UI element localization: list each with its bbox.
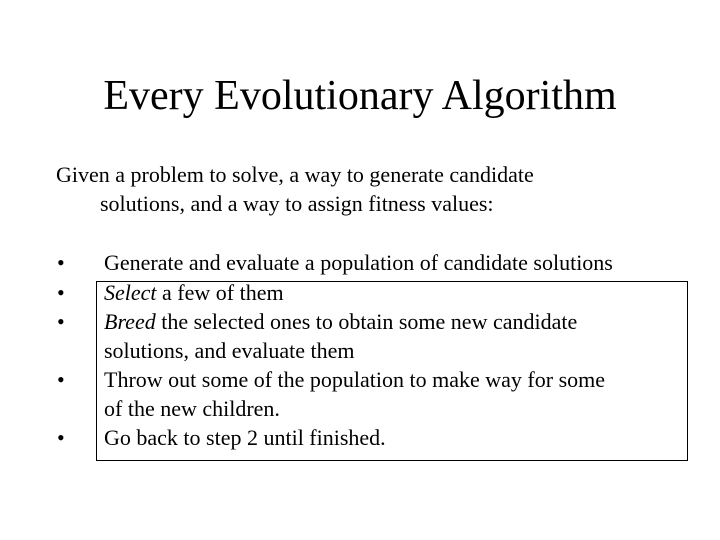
step-3-line-2: solutions, and evaluate them xyxy=(104,338,355,363)
intro-line-1: Given a problem to solve, a way to generate candidate xyxy=(56,162,534,187)
step-1 xyxy=(104,248,704,277)
step-2-lead: Select xyxy=(104,280,157,305)
slide-title: Every Evolutionary Algorithm xyxy=(103,73,617,119)
step-1-text: Generate and evaluate a population of candidate solutions xyxy=(104,250,613,275)
step-5 xyxy=(104,423,704,452)
step-2 xyxy=(104,278,704,307)
bullet-3: • xyxy=(57,309,65,334)
bullet-5: • xyxy=(57,425,65,450)
step-3-lead: Breed xyxy=(104,309,156,334)
step-4 xyxy=(104,365,704,423)
bullet-2: • xyxy=(57,280,65,305)
bullet-1: • xyxy=(57,250,65,275)
step-4-line-2: of the new children. xyxy=(104,396,280,421)
step-2-text: a few of them xyxy=(156,280,284,305)
intro-line-2: solutions, and a way to assign fitness values: xyxy=(100,191,494,216)
step-5-text: Go back to step 2 until finished. xyxy=(104,425,386,450)
step-3-text: the selected ones to obtain some new candidate xyxy=(155,309,578,334)
step-3 xyxy=(104,307,704,365)
step-4-text: Throw out some of the population to make way for some xyxy=(104,367,606,392)
bullet-4: • xyxy=(57,367,65,392)
intro-text xyxy=(56,160,676,218)
